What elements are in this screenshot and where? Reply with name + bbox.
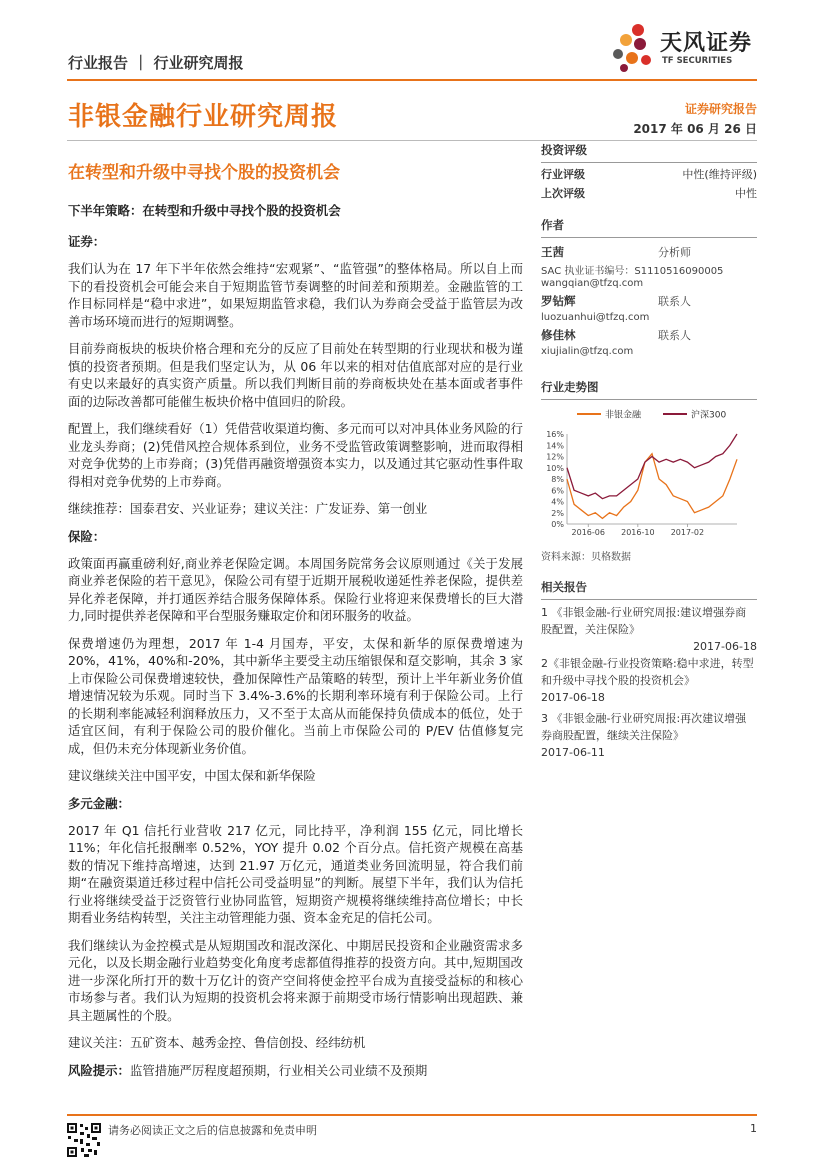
author-heading: 作者: [541, 218, 564, 232]
author-email[interactable]: luozuanhui@tfzq.com: [541, 312, 650, 323]
paragraph: 配置上，我们继续看好（1）凭借营收渠道均衡、多元而可以对冲具体业务风险的行业龙头券商；(2)凭借风控合规体系到位，业务不受监管政策调整影响，进而取得相对竞争优势的上市券商；(3)凭借再融资增强资本实力，以及通过其它驱动性事件取得相对竞争优势的上市券商。: [68, 421, 523, 489]
rating-row: [541, 184, 757, 203]
author-email[interactable]: wangqian@tfzq.com: [541, 278, 644, 289]
rating-label: 行业评级: [541, 168, 585, 181]
header-rule: [67, 79, 757, 81]
rating-row: [541, 165, 757, 184]
subtitle: 在转型和升级中寻找个股的投资机会: [68, 163, 340, 183]
risk-label: 风险提示：: [68, 1062, 130, 1078]
tf-logo-icon: [608, 22, 658, 74]
author-name: 罗钻辉: [541, 294, 576, 308]
paragraph: 我们继续认为金控模式是从短期国改和混改深化、中期居民投资和企业融资需求多元化，以及长期金融行业趋势变化角度考虑都值得推荐的投资方向。其中,短期国改进一步深化所打开的数十万亿计的资产空间将使金控平台成为直接受益标的和核心市场参与者。我们认为短期的投资机会将来源于前期受市场行情影响出现超跌、兼具主题属性的个股。: [68, 937, 523, 1023]
legend-label: 非银金融: [605, 410, 642, 421]
y-tick-label: 12%: [546, 452, 564, 462]
related-report-title[interactable]: 2《非银金融-行业投资策略:稳中求进，转型和升级中寻找个股的投资机会》: [541, 657, 754, 687]
chart-source: 资料来源：贝格数据: [541, 552, 631, 563]
logo-subtext: TF SECURITIES: [662, 56, 733, 66]
paragraph: 我们认为在 17 年下半年依然会维持“宏观紧”、“监管强”的整体格局。所以自上而下的看投资机会可能会来自于短期监管节奏调整的时间差和预期差。金融监管的工作目标同样是“稳中求进”，如果短期监管求稳，我们认为券商会受益于监管层为改善市场环境而进行的短期调整。: [68, 261, 523, 329]
paragraph: 建议继续关注中国平安，中国太保和新华保险: [68, 768, 316, 783]
author-role: 分析师: [658, 246, 691, 259]
rating-label: 上次评级: [541, 187, 585, 200]
author-block: [541, 244, 757, 289]
sidebar: [541, 140, 757, 761]
footer-disclaimer: 请务必阅读正文之后的信息披露和免责申明: [108, 1124, 317, 1137]
author-block: [541, 293, 757, 323]
paragraph: 建议关注：五矿资本、越秀金控、鲁信创投、经纬纺机: [68, 1035, 366, 1050]
author-email[interactable]: xiujialin@tfzq.com: [541, 346, 634, 357]
paragraph: 继续推荐：国泰君安、兴业证券；建议关注：广发证券、第一创业: [68, 501, 428, 516]
series-line: [567, 434, 737, 499]
rating-value: 中性(维持评级): [682, 168, 757, 181]
y-tick-label: 0%: [551, 520, 564, 529]
y-tick-label: 14%: [546, 441, 564, 451]
risk-warning: [68, 1062, 523, 1080]
section-heading-diversified: 多元金融：: [68, 795, 130, 811]
paragraph: 保费增速仍为理想，2017 年 1-4 月国寿，平安，太保和新华的原保费增速为 20%，41%，40%和-20%，其中新华主要受主动压缩银保和趸交影响，其余 3 家上市保险公司保费增速较快，叠加保障性产品策略的转型，预计上半年新业务价值增速情况较为乐观。同时当下 3.4%-3.6%的长期利率环境有利于保险公司。上行的长期利率能减轻利润释放压力，又不至于太高从而能保持负债成本的低位，处于适宜区间，有利于保险公司的股价催化。当前上市保险公司的 P/EV 估值修复完成，但仍未充分体现新业务价值。: [68, 635, 523, 756]
paragraph: 2017 年 Q1 信托行业营收 217 亿元，同比持平，净利润 155 亿元，同比增长 11%；年化信托报酬率 0.52%，YOY 提升 0.02 个百分点。信托资产规模在高基数的情况下维持高增速，达到 21.97 万亿元，通道类业务回流明显，符合我们前期“在融资渠道迁移过程中信托公司受益明显”的判断。展望下半年，我们认为信托行业将继续受益于泛资管行业协同监管，短期资产规模将继续维持高位增长；中长期看业务结构转型，关注主动管理能力强、资本金充足的信托公司。: [68, 822, 523, 925]
author-role: 联系人: [658, 295, 691, 308]
section-heading-securities: 证券：: [68, 234, 106, 249]
page-number: 1: [750, 1122, 757, 1135]
y-tick-label: 10%: [546, 463, 564, 473]
related-report-title[interactable]: 1 《非银金融-行业研究周报:建议增强券商股配置，关注保险》: [541, 606, 747, 636]
related-heading: 相关报告: [541, 580, 587, 594]
logo: [608, 22, 768, 74]
x-tick-label: 2016-10: [621, 528, 655, 537]
rating-heading: 投资评级: [541, 143, 587, 157]
qr-code-icon: [66, 1122, 102, 1158]
related-report-date: 2017-06-18: [541, 691, 605, 704]
series-line: [567, 454, 737, 519]
related-report[interactable]: [541, 710, 757, 761]
y-tick-label: 6%: [551, 486, 564, 496]
related-report-date: 2017-06-18: [693, 640, 757, 653]
related-report[interactable]: [541, 604, 757, 655]
breadcrumb: 行业报告 ｜ 行业研究周报: [68, 54, 244, 72]
y-tick-label: 4%: [551, 497, 564, 507]
author-name: 王茜: [541, 245, 564, 259]
logo-text: 天风证券: [660, 31, 753, 56]
main-column: [68, 202, 523, 1089]
report-type: 证券研究报告: [684, 102, 757, 116]
author-cert: SAC 执业证书编号：S1110516090005: [541, 266, 724, 277]
y-tick-label: 16%: [546, 430, 564, 439]
legend-label: 沪深300: [691, 410, 727, 421]
rating-value: 中性: [735, 187, 757, 200]
x-tick-label: 2017-02: [670, 528, 705, 537]
risk-text: 监管措施严厉程度超预期，行业相关公司业绩不及预期: [129, 1062, 428, 1078]
chart-heading: 行业走势图: [541, 380, 599, 394]
trend-chart: [541, 404, 757, 544]
y-tick-label: 2%: [551, 508, 564, 518]
paragraph: 政策面再赢重磅利好,商业养老保险定调。本周国务院常务会议原则通过《关于发展商业养老保险的若干意见》，保险公司有望于近期开展税收递延性养老保险，提供差异化养老保障，并打通医养结合服务保障体系。保险行业将迎来保费增长的巨大潜力,同时提供养老保障和平台型服务赚取定价和闭环服务的收益。: [68, 555, 523, 623]
paragraph: 目前券商板块的板块价格合理和充分的反应了目前处在转型期的行业现状和极为谨慎的投资者预期。但是我们坚定认为，从 06 年以来的相对估值底部对应的是行业有史以来最好的真实资产质量。所以我们判断目前的券商板块处在基本面或者事件面的边际改善都可能催生板块价格中值回归的阶段。: [68, 341, 523, 409]
report-date: 2017 年 06 月 26 日: [633, 122, 757, 136]
x-tick-label: 2016-06: [571, 528, 605, 537]
related-report[interactable]: [541, 655, 757, 706]
author-block: [541, 327, 757, 357]
author-role: 联系人: [658, 329, 691, 342]
lead-heading: 下半年策略：在转型和升级中寻找个股的投资机会: [68, 203, 341, 218]
related-report-title[interactable]: 3 《非银金融-行业研究周报:再次建议增强券商股配置，继续关注保险》: [541, 712, 747, 742]
footer-rule: [67, 1114, 757, 1116]
section-heading-insurance: 保险：: [68, 528, 106, 544]
y-tick-label: 8%: [551, 475, 564, 484]
page-title: 非银金融行业研究周报: [68, 102, 339, 132]
related-report-date: 2017-06-11: [541, 746, 605, 759]
author-name: 修佳林: [541, 328, 576, 342]
